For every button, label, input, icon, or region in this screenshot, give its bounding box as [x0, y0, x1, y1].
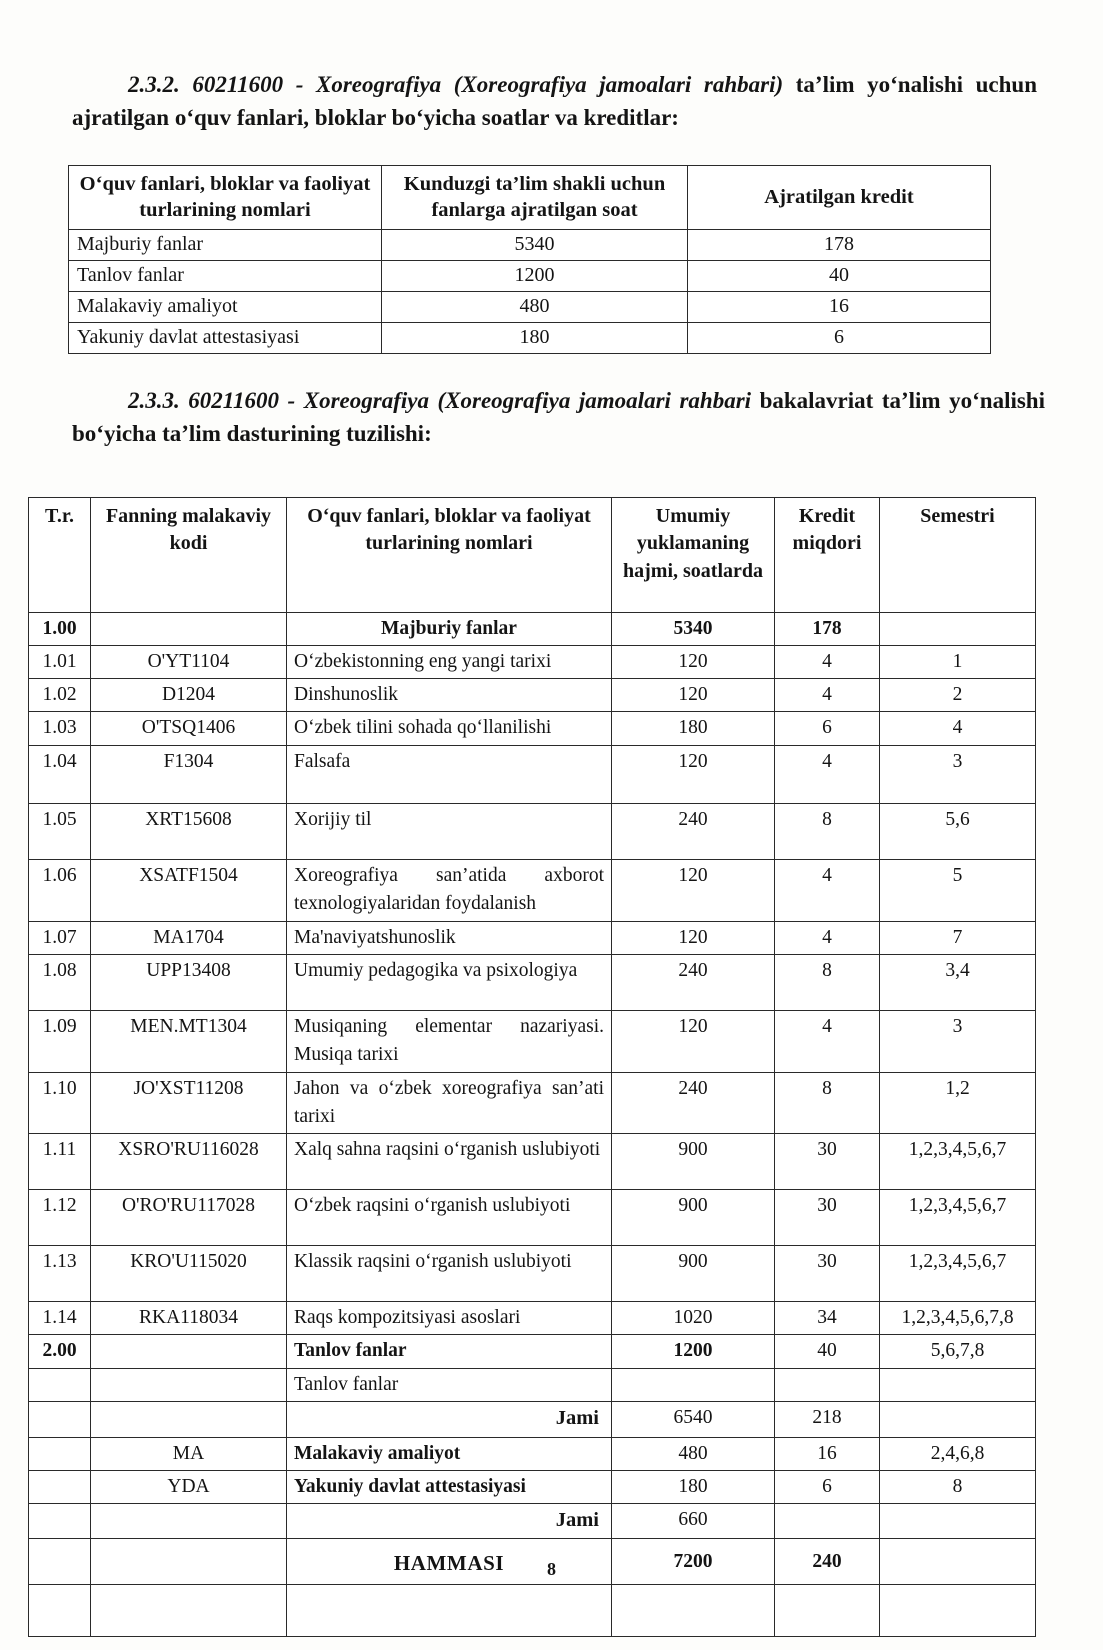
credit-value: 8: [775, 803, 880, 859]
semester-value: 1: [880, 645, 1036, 678]
table-row: [29, 1401, 1036, 1437]
curriculum-table-body: [29, 612, 1036, 1636]
row-number: [29, 1401, 91, 1437]
hours-value: 240: [612, 1072, 775, 1134]
subject-code: MA: [91, 1437, 287, 1470]
subject-name: HAMMASI: [287, 1539, 612, 1585]
semester-value: 5,6,7,8: [880, 1335, 1036, 1368]
hours-value: 180: [612, 1471, 775, 1504]
row-number: 1.00: [29, 612, 91, 645]
table-header-row: [69, 165, 991, 229]
subject-code: D1204: [91, 679, 287, 712]
row-number: 1.10: [29, 1072, 91, 1134]
hours-value: 900: [612, 1190, 775, 1246]
table-row: [29, 1585, 1036, 1637]
table-row: [29, 954, 1036, 1010]
hours-value: 900: [612, 1246, 775, 1302]
subject-code: MA1704: [91, 921, 287, 954]
subject-name: Ma'naviyatshunoslik: [287, 921, 612, 954]
semester-value: 8: [880, 1471, 1036, 1504]
hours-value: 1200: [382, 260, 688, 291]
semester-value: [880, 1504, 1036, 1539]
subject-code: YDA: [91, 1471, 287, 1504]
table-row: [29, 1302, 1036, 1335]
semester-value: 1,2,3,4,5,6,7: [880, 1190, 1036, 1246]
row-number: 1.14: [29, 1302, 91, 1335]
table-row: [69, 291, 991, 322]
hours-credits-summary-table: [68, 165, 991, 354]
table-row: [69, 229, 991, 260]
subject-name: Jami: [287, 1401, 612, 1437]
subject-code: RKA118034: [91, 1302, 287, 1335]
table-row: [29, 1471, 1036, 1504]
subject-name: Tanlov fanlar: [287, 1335, 612, 1368]
row-number: 2.00: [29, 1335, 91, 1368]
column-header-credit: Kredit miqdori: [775, 497, 880, 612]
credit-value: 240: [775, 1539, 880, 1585]
table-row: [29, 1134, 1036, 1190]
credit-value: 40: [688, 260, 991, 291]
column-header-total-load: Umumiy yuklamaning hajmi, soatlarda: [612, 497, 775, 612]
table-row: [29, 1335, 1036, 1368]
credit-value: [775, 1504, 880, 1539]
credit-value: 8: [775, 954, 880, 1010]
section-2-3-3-title-code: 2.3.3. 60211600 - Xoreografiya (Xoreografiya jamoalari rahbari: [128, 387, 752, 413]
subject-name: Klassik raqsini o‘rganish uslubiyoti: [287, 1246, 612, 1302]
section-2-3-2-title-text: ta’lim yo‘nalishi uchun ajratilgan o‘quv fanlari, bloklar bo‘yicha soatlar va kreditlar:: [72, 72, 1037, 131]
subject-name: Xoreografiya san’atida axborot texnologiyalaridan foydalanish: [287, 859, 612, 921]
column-header-semester: Semestri: [880, 497, 1036, 612]
subject-code: KRO'U115020: [91, 1246, 287, 1302]
section-2-3-2-title-code: 2.3.2. 60211600 - Xoreografiya (Xoreografiya jamoalari rahbari): [128, 72, 784, 97]
semester-value: [880, 1585, 1036, 1637]
table-row: [29, 712, 1036, 745]
curriculum-structure-table: [28, 497, 1036, 1637]
table-row: [29, 859, 1036, 921]
page-number: 8: [547, 1559, 556, 1579]
credit-value: 30: [775, 1246, 880, 1302]
semester-value: 1,2: [880, 1072, 1036, 1134]
block-name: Malakaviy amaliyot: [69, 291, 382, 322]
subject-code: XSRO'RU116028: [91, 1134, 287, 1190]
table-row: [29, 1368, 1036, 1401]
row-number: [29, 1471, 91, 1504]
row-number: 1.09: [29, 1010, 91, 1072]
table-row: [29, 612, 1036, 645]
hours-value: 5340: [382, 229, 688, 260]
credit-value: 30: [775, 1134, 880, 1190]
row-number: 1.02: [29, 679, 91, 712]
semester-value: 2: [880, 679, 1036, 712]
hours-value: 180: [382, 322, 688, 353]
subject-code: O'YT1104: [91, 645, 287, 678]
block-name: Tanlov fanlar: [69, 260, 382, 291]
subject-name: Falsafa: [287, 745, 612, 803]
credit-value: 178: [688, 229, 991, 260]
credit-value: 34: [775, 1302, 880, 1335]
semester-value: 3: [880, 745, 1036, 803]
subject-name: [287, 1585, 612, 1637]
hours-value: 480: [382, 291, 688, 322]
semester-value: [880, 612, 1036, 645]
row-number: 1.06: [29, 859, 91, 921]
column-header-subjects: O‘quv fanlari, bloklar va faoliyat turlarining nomlari: [287, 497, 612, 612]
row-number: [29, 1504, 91, 1539]
row-number: [29, 1437, 91, 1470]
credit-value: [775, 1585, 880, 1637]
subject-code: F1304: [91, 745, 287, 803]
table-row: [29, 803, 1036, 859]
credit-value: 6: [688, 322, 991, 353]
credit-value: 8: [775, 1072, 880, 1134]
hours-value: 120: [612, 921, 775, 954]
semester-value: 3,4: [880, 954, 1036, 1010]
column-header-code: Fanning malakaviy kodi: [91, 497, 287, 612]
table-row: [29, 1504, 1036, 1539]
credit-value: 16: [688, 291, 991, 322]
credit-value: 4: [775, 859, 880, 921]
semester-value: 1,2,3,4,5,6,7: [880, 1246, 1036, 1302]
row-number: 1.12: [29, 1190, 91, 1246]
subject-code: [91, 612, 287, 645]
subject-name: Tanlov fanlar: [287, 1368, 612, 1401]
hours-value: 660: [612, 1504, 775, 1539]
hours-value: 240: [612, 803, 775, 859]
subject-code: [91, 1504, 287, 1539]
subject-name: Musiqaning elementar nazariyasi. Musiqa tarixi: [287, 1010, 612, 1072]
section-2-3-3-title: [0, 354, 1103, 451]
table-row: [29, 1437, 1036, 1470]
subject-code: [91, 1368, 287, 1401]
table-row: [29, 921, 1036, 954]
subject-code: O'RO'RU117028: [91, 1190, 287, 1246]
section-2-3-2-title: [0, 0, 1103, 135]
hours-value: 120: [612, 645, 775, 678]
column-header-tr: T.r.: [29, 497, 91, 612]
block-name: Majburiy fanlar: [69, 229, 382, 260]
semester-value: 5,6: [880, 803, 1036, 859]
subject-code: UPP13408: [91, 954, 287, 1010]
credit-value: 6: [775, 1471, 880, 1504]
table-row: [69, 322, 991, 353]
hours-value: [612, 1585, 775, 1637]
subject-code: [91, 1585, 287, 1637]
subject-name: Majburiy fanlar: [287, 612, 612, 645]
table-row: [29, 745, 1036, 803]
hours-value: 240: [612, 954, 775, 1010]
subject-name: Jahon va o‘zbek xoreografiya san’ati tarixi: [287, 1072, 612, 1134]
table-row: [29, 1190, 1036, 1246]
subject-name: Jami: [287, 1504, 612, 1539]
subject-code: O'TSQ1406: [91, 712, 287, 745]
row-number: 1.08: [29, 954, 91, 1010]
subject-code: XSATF1504: [91, 859, 287, 921]
hours-value: 6540: [612, 1401, 775, 1437]
semester-value: [880, 1401, 1036, 1437]
semester-value: 5: [880, 859, 1036, 921]
hours-value: 480: [612, 1437, 775, 1470]
hours-value: 120: [612, 859, 775, 921]
hours-value: 1200: [612, 1335, 775, 1368]
hours-value: 120: [612, 745, 775, 803]
table-row: [29, 1072, 1036, 1134]
subject-code: XRT15608: [91, 803, 287, 859]
row-number: [29, 1585, 91, 1637]
row-number: 1.13: [29, 1246, 91, 1302]
subject-code: MEN.MT1304: [91, 1010, 287, 1072]
subject-name: Raqs kompozitsiyasi asoslari: [287, 1302, 612, 1335]
table-row: [69, 260, 991, 291]
credit-value: 40: [775, 1335, 880, 1368]
credit-value: 6: [775, 712, 880, 745]
subject-name: O‘zbekistonning eng yangi tarixi: [287, 645, 612, 678]
table-row: [29, 679, 1036, 712]
hours-value: 120: [612, 679, 775, 712]
table-row: [29, 645, 1036, 678]
table-row: [29, 1010, 1036, 1072]
row-number: 1.03: [29, 712, 91, 745]
subject-name: Yakuniy davlat attestasiyasi: [287, 1471, 612, 1504]
hours-value: 120: [612, 1010, 775, 1072]
subject-name: Dinshunoslik: [287, 679, 612, 712]
subject-name: Malakaviy amaliyot: [287, 1437, 612, 1470]
summary-table-body: [69, 229, 991, 353]
subject-code: [91, 1335, 287, 1368]
semester-value: 2,4,6,8: [880, 1437, 1036, 1470]
hours-value: 1020: [612, 1302, 775, 1335]
table-row: [29, 1246, 1036, 1302]
row-number: 1.11: [29, 1134, 91, 1190]
credit-value: 4: [775, 645, 880, 678]
semester-value: 4: [880, 712, 1036, 745]
credit-value: 4: [775, 1010, 880, 1072]
subject-name: O‘zbek tilini sohada qo‘llanilishi: [287, 712, 612, 745]
subject-name: Xorijiy til: [287, 803, 612, 859]
semester-value: 1,2,3,4,5,6,7,8: [880, 1302, 1036, 1335]
credit-value: 178: [775, 612, 880, 645]
credit-value: 16: [775, 1437, 880, 1470]
row-number: 1.05: [29, 803, 91, 859]
hours-value: 7200: [612, 1539, 775, 1585]
subject-name: O‘zbek raqsini o‘rganish uslubiyoti: [287, 1190, 612, 1246]
hours-value: [612, 1368, 775, 1401]
hours-value: 900: [612, 1134, 775, 1190]
subject-code: JO'XST11208: [91, 1072, 287, 1134]
credit-value: [775, 1368, 880, 1401]
subject-name: Xalq sahna raqsini o‘rganish uslubiyoti: [287, 1134, 612, 1190]
column-header-hours: Kunduzgi ta’lim shakli uchun fanlarga ajratilgan soat: [382, 165, 688, 229]
column-header-credit: Ajratilgan kredit: [688, 165, 991, 229]
credit-value: 4: [775, 745, 880, 803]
credit-value: 30: [775, 1190, 880, 1246]
credit-value: 218: [775, 1401, 880, 1437]
subject-code: [91, 1401, 287, 1437]
hours-value: 5340: [612, 612, 775, 645]
hours-value: 180: [612, 712, 775, 745]
semester-value: 3: [880, 1010, 1036, 1072]
semester-value: 7: [880, 921, 1036, 954]
row-number: [29, 1368, 91, 1401]
table-header-row: [29, 497, 1036, 612]
row-number: 1.01: [29, 645, 91, 678]
block-name: Yakuniy davlat attestasiyasi: [69, 322, 382, 353]
row-number: 1.07: [29, 921, 91, 954]
section-2-3-3-title-text: bakalavriat ta’lim yo‘nalishi bo‘yicha ta’lim dasturining tuzilishi:: [72, 387, 1045, 447]
column-header-subjects: O‘quv fanlari, bloklar va faoliyat turlarining nomlari: [69, 165, 382, 229]
semester-value: [880, 1368, 1036, 1401]
credit-value: 4: [775, 921, 880, 954]
row-number: 1.04: [29, 745, 91, 803]
credit-value: 4: [775, 679, 880, 712]
semester-value: 1,2,3,4,5,6,7: [880, 1134, 1036, 1190]
subject-name: Umumiy pedagogika va psixologiya: [287, 954, 612, 1010]
